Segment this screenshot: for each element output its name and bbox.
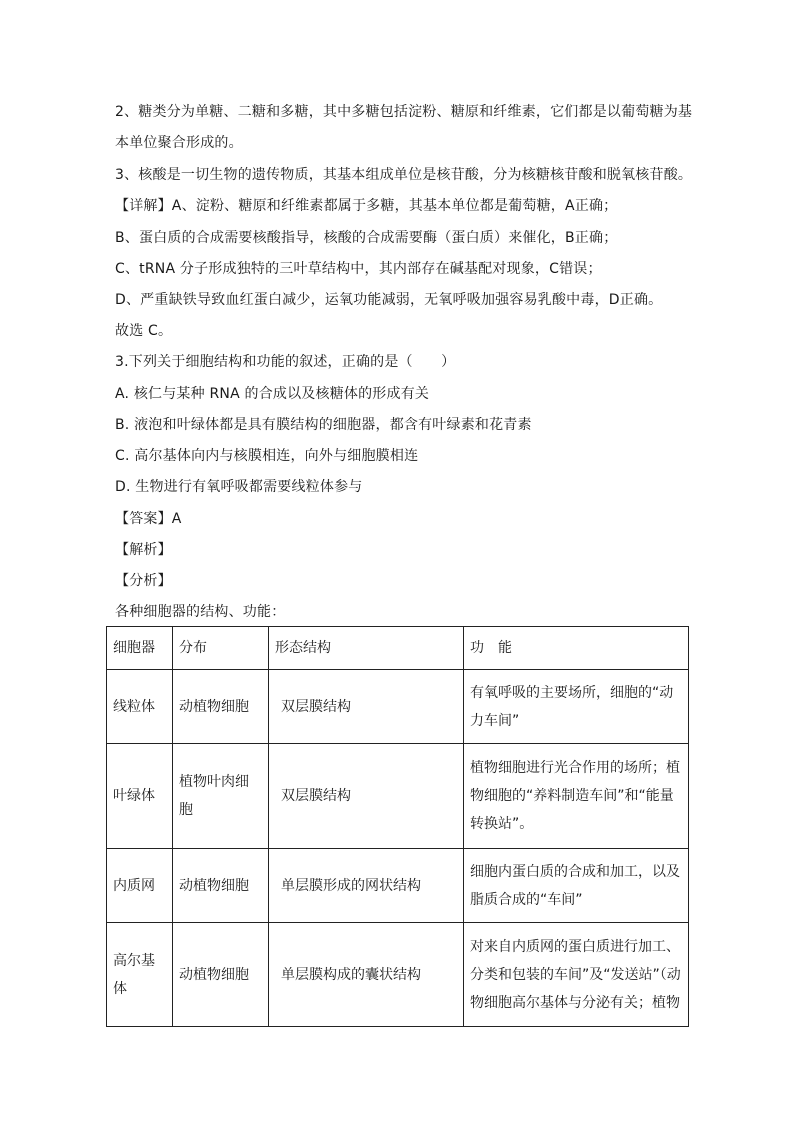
- text-line: 3、核酸是一切生物的遗传物质，其基本组成单位是核苷酸，分为核糖核苷酸和脱氧核苷酸。: [115, 167, 693, 183]
- option-c: C. 高尔基体向内与核膜相连，向外与细胞膜相连: [115, 448, 419, 464]
- table-row: [107, 849, 689, 923]
- table-cell: 线粒体: [107, 670, 173, 744]
- table-row: [107, 670, 689, 744]
- table-header-row: [107, 627, 689, 670]
- organelle-table-wrapper: [106, 626, 688, 1027]
- table-cell-text: 植物细胞进行光合作用的场所；植物细胞的“养料制造车间”和“能量转换站”。: [470, 760, 680, 832]
- option-d: D. 生物进行有氧呼吸都需要线粒体参与: [115, 479, 363, 495]
- explanation-line: 【详解】A、淀粉、糖原和纤维素都属于多糖，其基本单位都是葡萄糖，A正确；: [115, 198, 618, 214]
- table-row: [107, 744, 689, 849]
- explanation-line: D、严重缺铁导致血红蛋白减少，运氧功能减弱，无氧呼吸加强容易乳酸中毒，D正确。: [115, 292, 663, 308]
- table-cell: 单层膜形成的网状结构: [269, 849, 464, 923]
- organelle-table: [106, 626, 689, 1027]
- table-cell: 叶绿体: [107, 744, 173, 849]
- question-stem: 3.下列关于细胞结构和功能的叙述，正确的是（ ）: [115, 354, 456, 370]
- table-cell: [464, 849, 689, 923]
- table-cell: 动植物细胞: [173, 849, 269, 923]
- table-cell: [464, 670, 689, 744]
- option-a: A. 核仁与某种 RNA 的合成以及核糖体的形成有关: [115, 386, 430, 402]
- table-cell: 单层膜构成的囊状结构: [269, 923, 464, 1027]
- table-cell-text: 高尔基体: [113, 952, 155, 997]
- table-cell: 动植物细胞: [173, 923, 269, 1027]
- table-cell: 双层膜结构: [269, 744, 464, 849]
- header-cell: 功 能: [464, 627, 689, 670]
- explanation-line: B、蛋白质的合成需要核酸指导，核酸的合成需要酶（蛋白质）来催化，B正确；: [115, 230, 618, 246]
- table-row: [107, 923, 689, 1027]
- header-cell: 细胞器: [107, 627, 173, 670]
- conclusion-line: 故选 C。: [115, 323, 173, 339]
- table-cell: 内质网: [107, 849, 173, 923]
- analysis-heading: 【解析】: [115, 542, 172, 558]
- analysis-subheading: 【分析】: [115, 573, 172, 589]
- explanation-line: C、tRNA 分子形成独特的三叶草结构中，其内部存在碱基配对现象，C错误；: [115, 261, 602, 277]
- table-cell: [464, 923, 689, 1027]
- table-cell-text: 有氧呼吸的主要场所，细胞的“动力车间”: [470, 684, 674, 729]
- table-cell-text: 植物叶肉细胞: [179, 774, 249, 818]
- table-intro: 各种细胞器的结构、功能：: [115, 604, 286, 620]
- table-cell-text: 细胞内蛋白质的合成和加工，以及脂质合成的“车间”: [470, 863, 680, 908]
- option-b: B. 液泡和叶绿体都是具有膜结构的细胞器，都含有叶绿素和花青素: [115, 417, 532, 433]
- text-line: 本单位聚合形成的。: [115, 135, 243, 151]
- table-cell: 动植物细胞: [173, 670, 269, 744]
- table-cell-text: 对来自内质网的蛋白质进行加工、分类和包装的车间”及“发送站”（动物细胞高尔基体与分泌有关；植物: [470, 938, 681, 1011]
- answer-label: 【答案】A: [115, 511, 182, 527]
- table-cell: [107, 923, 173, 1027]
- text-line: 2、糖类分为单糖、二糖和多糖，其中多糖包括淀粉、糖原和纤维素，它们都是以葡萄糖为基: [115, 104, 693, 120]
- header-cell: 分布: [173, 627, 269, 670]
- table-cell: [464, 744, 689, 849]
- table-cell: 双层膜结构: [269, 670, 464, 744]
- table-cell: [173, 744, 269, 849]
- header-cell: 形态结构: [269, 627, 464, 670]
